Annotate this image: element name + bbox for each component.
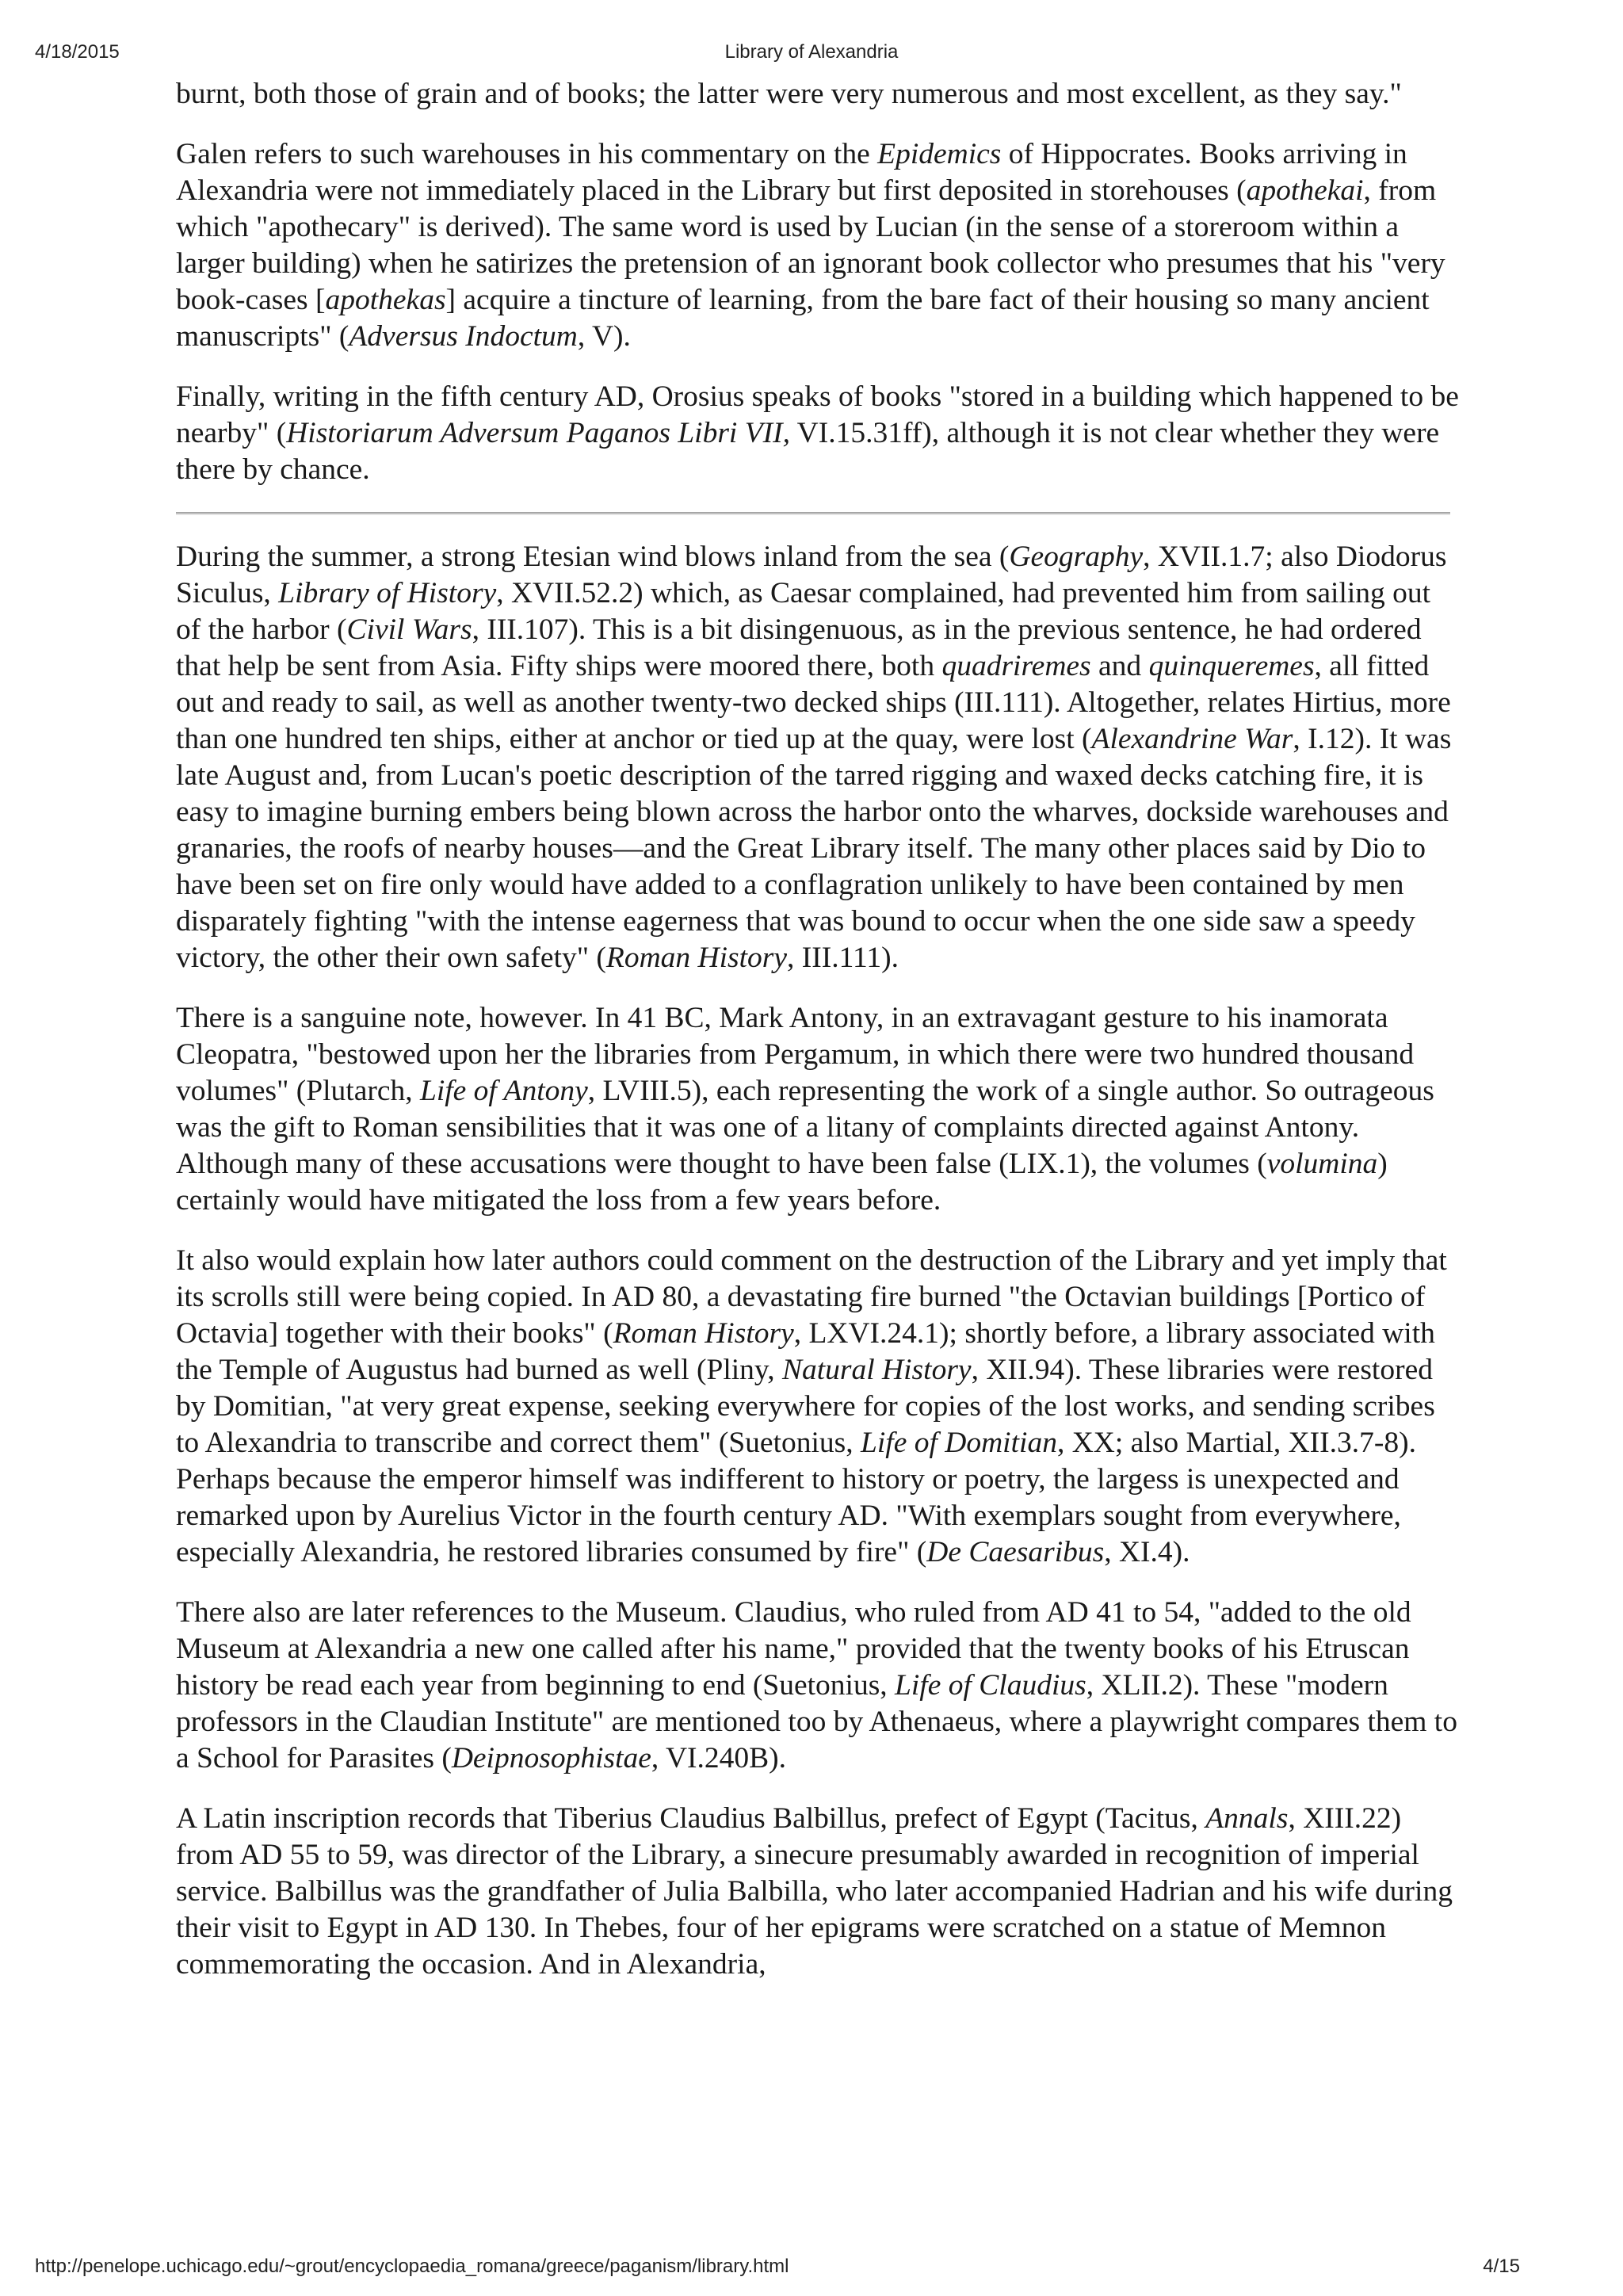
italic-title: Roman History bbox=[613, 1317, 794, 1350]
text-run: , XI.4). bbox=[1104, 1536, 1190, 1568]
text-run: , all fitted out and ready to sail, as well as another twenty-two decked ships (III.111). Altogether, relates Hirtius, more than one hundred ten ships, either at anchor or tied up at the quay, were lost ( bbox=[176, 650, 1451, 755]
text-run: ] acquire a tincture of learning, from the bare fact of their housing so many ancient manuscripts" ( bbox=[176, 284, 1430, 353]
text-run: Galen refers to such warehouses in his commentary on the bbox=[176, 138, 878, 170]
paragraph bbox=[176, 1000, 1461, 1219]
text-run: There is a sanguine note, however. In 41 BC, Mark Antony, in an extravagant gesture to his inamorata Cleopatra, "bestowed upon her the libraries from Pergamum, in which there were two hundred thousand volumes" (Plutarch, bbox=[176, 1002, 1415, 1107]
italic-title: Life of Claudius bbox=[895, 1669, 1086, 1702]
paragraph bbox=[176, 1595, 1461, 1777]
text-run: A Latin inscription records that Tiberius Claudius Balbillus, prefect of Egypt (Tacitus, bbox=[176, 1802, 1206, 1835]
text-run: , LVIII.5), each representing the work of a single author. So outrageous was the gift to Roman sensibilities that it was one of a litany of complaints directed against Antony. Although many of these accusations were thought to have been false (LIX.1), the volumes ( bbox=[176, 1075, 1434, 1180]
text-run: , I.12). It was late August and, from Lucan's poetic description of the tarred rigging and waxed decks catching fire, it is easy to imagine burning embers being blown across the harbor onto the wharves, dockside warehouses and granaries, the roofs of nearby houses—and the Great Library itself. The many other places said by Dio to have been set on fire only would have added to a conflagration unlikely to have been contained by men disparately fighting "with the intense eagerness that was bound to occur when the one side saw a speedy victory, the other their own safety" ( bbox=[176, 723, 1452, 974]
text-run: , V). bbox=[577, 320, 631, 353]
italic-title: Civil Wars bbox=[346, 613, 472, 646]
italic-title: Life of Antony bbox=[419, 1075, 588, 1107]
italic-title: Adversus Indoctum bbox=[349, 320, 578, 353]
paragraph bbox=[176, 1243, 1461, 1571]
paragraph bbox=[176, 379, 1461, 488]
italic-title: Deipnosophistae bbox=[451, 1742, 651, 1775]
text-run: , III.107). This is a bit disingenuous, as in the previous sentence, he had ordered that help be sent from Asia. Fifty ships were moored there, both bbox=[176, 613, 1422, 682]
page-title: Library of Alexandria bbox=[724, 41, 899, 63]
text-run: burnt, both those of grain and of books; the latter were very numerous and most excellent, as they say." bbox=[176, 78, 1402, 110]
paragraph bbox=[176, 539, 1461, 976]
italic-title: Annals bbox=[1205, 1802, 1289, 1835]
text-run: Finally, writing in the fifth century AD, Orosius speaks of books "stored in a building which happened to be nearby" ( bbox=[176, 380, 1459, 449]
text-run: , XVII.1.7; also Diodorus Siculus, bbox=[176, 541, 1447, 609]
italic-title: Epidemics bbox=[877, 138, 1002, 170]
italic-term: volumina bbox=[1266, 1148, 1378, 1180]
text-run: , LXVI.24.1); shortly before, a library associated with the Temple of Augustus had burned as well (Pliny, bbox=[176, 1317, 1435, 1386]
page-number: 4/15 bbox=[1483, 2256, 1520, 2277]
text-run: , XIII.22) from AD 55 to 59, was director of the Library, a sinecure presumably awarded in recognition of imperial service. Balbillus was the grandfather of Julia Balbilla, who later accompanied Hadrian and his wife during their visit to Egypt in AD 130. In Thebes, four of her epigrams were scratched on a statue of Memnon commemorating the occasion. And in Alexandria, bbox=[176, 1802, 1453, 1981]
text-run: It also would explain how later authors could comment on the destruction of the Library and yet imply that its scrolls still were being copied. In AD 80, a devastating fire burned "the Octavian buildings [Portico of Octavia] together with their books" ( bbox=[176, 1244, 1447, 1350]
paragraph bbox=[176, 1801, 1461, 1983]
print-date: 4/18/2015 bbox=[35, 41, 120, 63]
italic-title: Geography bbox=[1009, 541, 1144, 573]
text-run: , VI.240B). bbox=[651, 1742, 787, 1775]
text-run: ) certainly would have mitigated the loss from a few years before. bbox=[176, 1148, 1388, 1217]
italic-title: Historiarum Adversum Paganos Libri VII, bbox=[286, 417, 790, 449]
italic-term: quinqueremes bbox=[1148, 650, 1315, 682]
italic-title: Library of History bbox=[278, 577, 497, 609]
text-run: of Hippocrates. Books arriving in Alexandria were not immediately placed in the Library but first deposited in storehouses ( bbox=[176, 138, 1407, 207]
text-run: , from which "apothecary" is derived). The same word is used by Lucian (in the sense of a storeroom within a larger building) when he satirizes the pretension of an ignorant book collector who presumes that his "very book-cases [ bbox=[176, 174, 1445, 316]
paragraph bbox=[176, 76, 1461, 113]
text-run: , XVII.52.2) which, as Caesar complained, had prevented him from sailing out of the harbor ( bbox=[176, 577, 1431, 646]
text-run: During the summer, a strong Etesian wind blows inland from the sea ( bbox=[176, 541, 1010, 573]
italic-title: Roman History bbox=[605, 942, 788, 974]
text-run: , III.111). bbox=[787, 942, 899, 974]
paragraph bbox=[176, 136, 1461, 355]
text-run: There also are later references to the Museum. Claudius, who ruled from AD 41 to 54, "added to the old Museum at Alexandria a new one called after his name," provided that the twenty books of his Etruscan history be read each year from beginning to end (Suetonius, bbox=[176, 1596, 1411, 1702]
italic-term: apothekas bbox=[325, 284, 446, 316]
print-header bbox=[35, 41, 1588, 67]
page-url: http://penelope.uchicago.edu/~grout/encyclopaedia_romana/greece/paganism/library.html bbox=[35, 2256, 789, 2277]
article-body bbox=[176, 76, 1461, 2007]
italic-term: apothekai bbox=[1246, 174, 1364, 207]
italic-title: Life of Domitian bbox=[861, 1427, 1057, 1459]
text-run: , XLII.2). These "modern professors in the Claudian Institute" are mentioned too by Athenaeus, where a playwright compares them to a School for Parasites ( bbox=[176, 1669, 1457, 1775]
section-divider bbox=[176, 512, 1450, 515]
italic-term: quadriremes bbox=[941, 650, 1091, 682]
italic-title: Alexandrine War bbox=[1091, 723, 1293, 755]
italic-title: De Caesaribus bbox=[926, 1536, 1105, 1568]
text-run: VI.15.31ff), although it is not clear whether they were there by chance. bbox=[176, 417, 1440, 486]
text-run: and bbox=[1090, 650, 1149, 682]
italic-title: Natural History bbox=[781, 1354, 972, 1386]
text-run: , XX; also Martial, XII.3.7-8). Perhaps because the emperor himself was indifferent to history or poetry, the largess is unexpected and remarked upon by Aurelius Victor in the fourth century AD. "With exemplars sought from everywhere, especially Alexandria, he restored libraries consumed by fire" ( bbox=[176, 1427, 1416, 1568]
text-run: , XII.94). These libraries were restored by Domitian, "at very great expense, seeking everywhere for copies of the lost works, and sending scribes to Alexandria to transcribe and correct them" (Suetonius, bbox=[176, 1354, 1435, 1459]
print-footer bbox=[35, 2256, 1588, 2281]
